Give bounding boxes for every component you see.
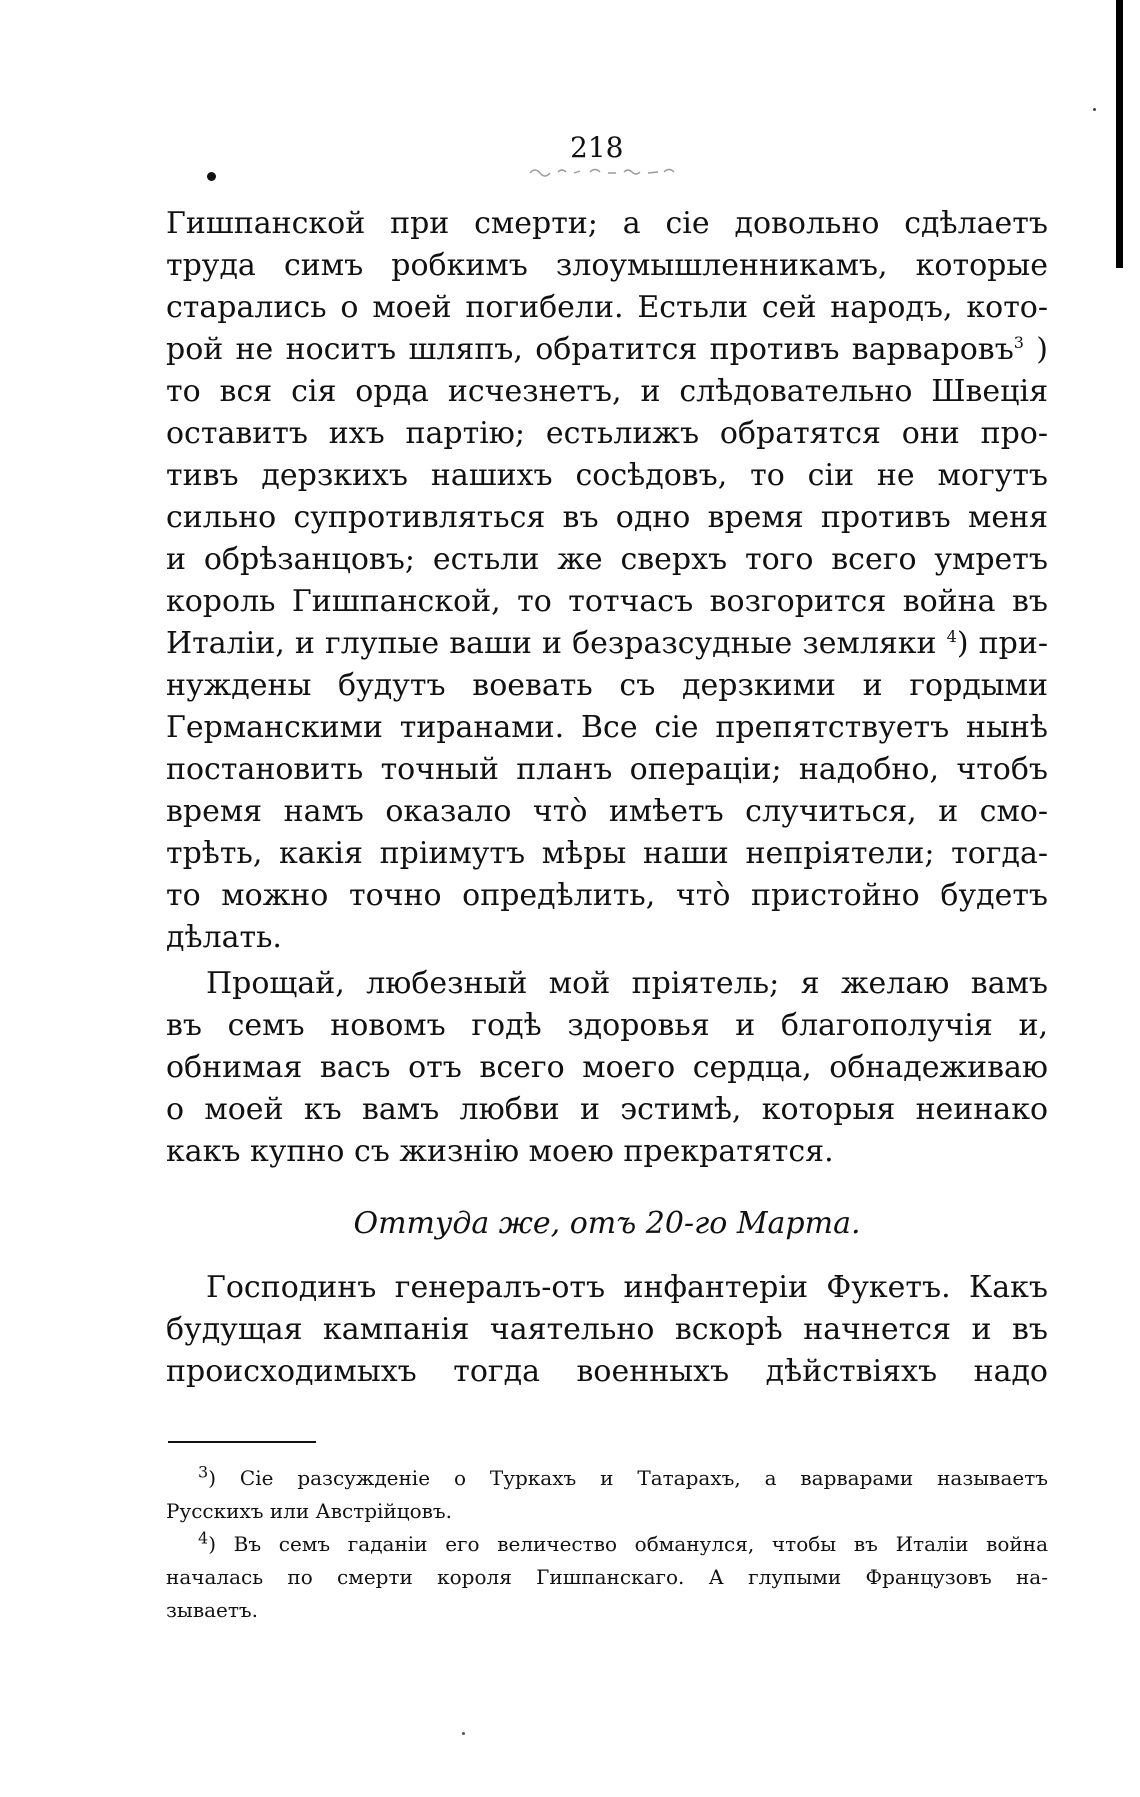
footnotes	[166, 1462, 1048, 1627]
text-line: нуждены будутъ воевать съ дерзкими и гордыми	[166, 668, 1048, 703]
paragraph-line: обнимая васъ отъ всего моего сердца, обнадеживаю	[166, 1050, 1048, 1085]
footnote-text: зываетъ.	[166, 1598, 258, 1622]
text-line: рой не носитъ шляпъ, обратится противъ варваровъ	[166, 332, 1014, 367]
page-number: 218	[570, 131, 624, 164]
text-line: дѣлать.	[166, 920, 282, 955]
text-line: оставитъ ихъ партію; естьлижъ обратятся они про-	[166, 416, 1048, 451]
footnote-3-line	[166, 1462, 1048, 1495]
footnote-3-marker: 3	[198, 1462, 209, 1482]
footnote-4-marker: 4	[198, 1528, 209, 1548]
section-heading: Оттуда же, отъ 20-го Марта.	[353, 1206, 861, 1241]
text-line: Италіи, и глупые ваши и безразсудные земляки	[166, 626, 937, 661]
margin-dot	[207, 172, 216, 181]
footnote-divider	[168, 1441, 316, 1443]
paragraph-line: о моей къ вамъ любви и эстимѣ, которыя неинако	[166, 1092, 1048, 1127]
text-line: постановить точный планъ операціи; надобно, чтобъ	[166, 752, 1048, 787]
footnote-4-line	[166, 1528, 1048, 1561]
footnote-text: ) Сіе разсужденіе о Туркахъ и Татарахъ, а варварами называетъ	[208, 1466, 1048, 1490]
text-line: и обрѣзанцовъ; естьли же сверхъ того всего умретъ	[166, 542, 1048, 577]
header-scribble	[528, 164, 684, 178]
paragraph-line: Прощай, любезный мой пріятель; я желаю вамъ	[206, 966, 1048, 1001]
footnote-text: Русскихъ или Австрійцовъ.	[166, 1499, 452, 1523]
text-line: труда симъ робкимъ злоумышленникамъ, которые	[166, 248, 1048, 283]
text-line: то вся сія орда исчезнетъ, и слѣдовательно Швеція	[166, 374, 1048, 409]
text-line: трѣть, какія пріимутъ мѣры наши непріятели; тогда-	[166, 836, 1048, 871]
footnote-ref-continuation: ) при-	[956, 626, 1048, 661]
text-line-with-footnote-4	[166, 623, 1048, 665]
scan-speck	[462, 1732, 465, 1735]
paragraph-line: Господинъ генералъ-отъ инфантеріи Фукетъ. Какъ	[206, 1270, 1048, 1305]
paragraph-line: будущая кампанія чаятельно вскорѣ начнется и въ	[166, 1312, 1048, 1347]
footnote-text: ) Въ семъ гаданіи его величество обманулся, чтобы въ Италіи война	[208, 1532, 1048, 1556]
text-line: Германскими тиранами. Все сіе препятствуетъ нынѣ	[166, 710, 1048, 745]
paragraph-line: въ семъ новомъ годѣ здоровья и благополучія и,	[166, 1008, 1048, 1043]
paragraph-line: какъ купно съ жизнію моею прекратятся.	[166, 1134, 834, 1169]
scan-edge-mark	[1116, 0, 1123, 268]
footnote-ref-3: 3	[1013, 333, 1024, 352]
body-text	[166, 203, 1048, 1393]
text-line: сильно супротивляться въ одно время противъ меня	[166, 500, 1048, 535]
text-line: король Гишпанской, то тотчасъ возгорится война въ	[166, 584, 1048, 619]
paragraph-line: происходимыхъ тогда военныхъ дѣйствіяхъ надо	[166, 1354, 1048, 1389]
text-line: то можно точно опредѣлить, что̀ пристойно будетъ	[166, 878, 1048, 913]
text-line: время намъ оказало что̀ имѣетъ случиться, и смо-	[166, 794, 1048, 829]
footnote-ref-close: )	[1036, 332, 1048, 367]
footnote-ref-4: 4	[946, 627, 957, 646]
text-line: Гишпанской при смерти; а сіе довольно сдѣлаетъ	[166, 206, 1048, 241]
text-line: тивъ дерзкихъ нашихъ сосѣдовъ, то сіи не могутъ	[166, 458, 1048, 493]
text-line-with-footnote-3	[166, 329, 1048, 371]
scan-speck	[1093, 108, 1096, 111]
text-line: старались о моей погибели. Естьли сей народъ, кото-	[166, 290, 1048, 325]
footnote-text: началась по смерти короля Гишпанскаго. А глупыми Французовъ на-	[166, 1565, 1048, 1589]
